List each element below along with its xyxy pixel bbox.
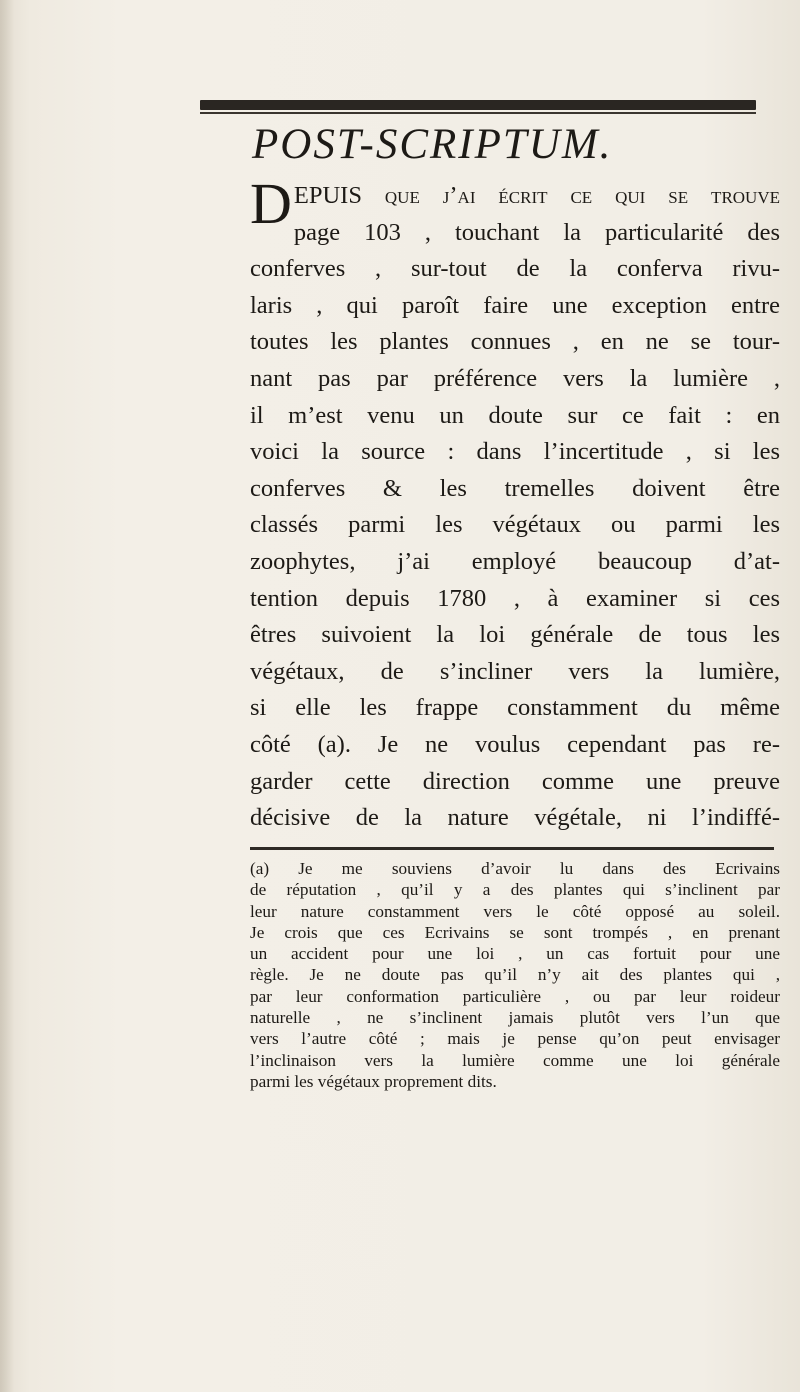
footnote-line-2: de réputation , qu’il y a des plantes qui s’inclinent par [250,880,780,900]
footnote-line-9: vers l’autre côté ; mais je pense qu’on peut envisager [250,1029,780,1049]
body-line-6: nant pas par préférence vers la lumière , [250,364,780,392]
footnote [250,858,780,1092]
body-line-16: côté (a). Je ne voulus cependant pas re- [250,730,780,758]
footnote-line-6: règle. Je ne doute pas qu’il n’y ait des plantes qui , [250,965,780,985]
header-thin-rule [200,112,756,114]
footnote-line-5: un accident pour une loi , un cas fortuit pour une [250,944,780,964]
footnote-line-7: par leur conformation particulière , ou par leur roideur [250,986,780,1006]
body-line-9: conferves & les tremelles doivent être [250,474,780,502]
footnote-line-10: l’inclinaison vers la lumière comme une loi générale [250,1050,780,1070]
footnote-line-11: parmi les végétaux proprement dits. [250,1071,497,1091]
footnote-line-8: naturelle , ne s’inclinent jamais plutôt vers l’un que [250,1008,780,1028]
body-line-5: toutes les plantes connues , en ne se tour- [250,328,780,356]
body-line-14: végétaux, de s’incliner vers la lumière, [250,657,780,685]
footnote-separator-rule [250,847,774,850]
body-line-11: zoophytes, j’ai employé beaucoup d’at- [250,547,780,575]
body-line-4: laris , qui paroît faire une exception entre [250,291,780,319]
header-thick-rule [200,100,756,110]
body-line-8: voici la source : dans l’incertitude , si les [250,438,780,466]
page-gutter-shadow [0,0,14,1392]
body-line-17: garder cette direction comme une preuve [250,767,780,795]
page-title: POST-SCRIPTUM. [252,121,613,168]
main-text [250,171,780,837]
body-line-3: conferves , sur-tout de la conferva rivu- [250,255,780,283]
body-line-13: êtres suivoient la loi générale de tous les [250,621,780,649]
drop-cap: D [250,171,292,236]
body-line-2: page 103 , touchant la particularité des [293,218,780,246]
footnote-line-1: (a) Je me souviens d’avoir lu dans des Ecrivains [250,859,780,878]
footnote-line-3: leur nature constamment vers le côté opposé au soleil. [250,901,780,921]
body-line-7: il m’est venu un doute sur ce fait : en [250,401,780,429]
footnote-line-4: Je crois que ces Ecrivains se sont trompés , en prenant [250,922,780,942]
body-line-18: décisive de la nature végétale, ni l’indiffé- [250,804,780,832]
body-line-1: DEPUIS que j’ai écrit ce qui se trouve [250,171,780,236]
body-line-15: si elle les frappe constamment du même [250,694,780,722]
body-line-10: classés parmi les végétaux ou parmi les [250,511,780,539]
body-line-12: tention depuis 1780 , à examiner si ces [250,584,780,612]
